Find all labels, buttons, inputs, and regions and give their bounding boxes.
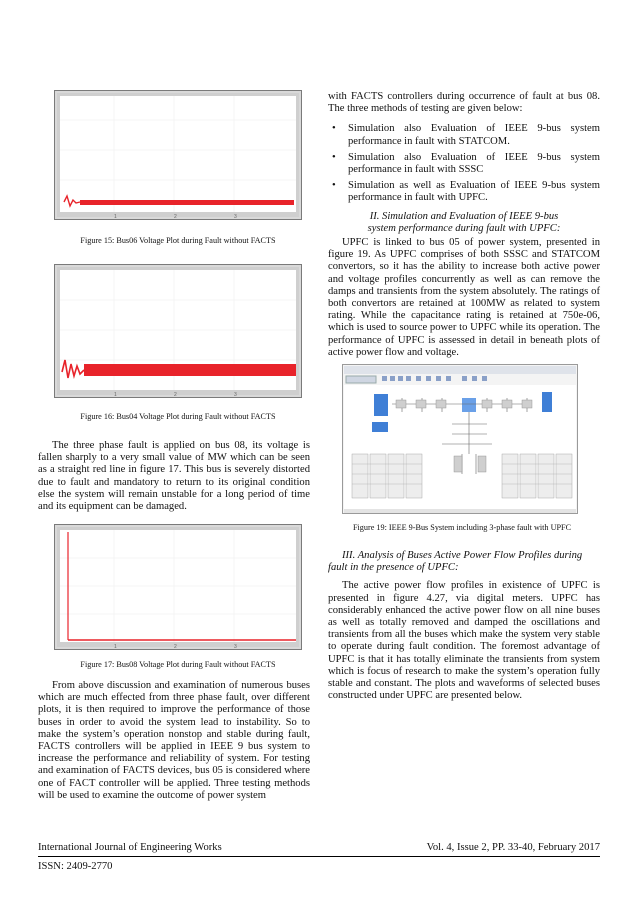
svg-text:1: 1 xyxy=(114,214,117,220)
figure-19 xyxy=(342,364,578,514)
list-item: • Simulation also Evaluation of IEEE 9-bus system performance in fault with STATCOM. xyxy=(332,123,600,147)
svg-text:3: 3 xyxy=(234,644,237,650)
figure-15 xyxy=(54,90,302,220)
figure-19-caption: Figure 19: IEEE 9-Bus System including 3-phase fault with UPFC xyxy=(352,523,572,532)
figure-17-caption: Figure 17: Bus08 Voltage Plot during Fault without FACTS xyxy=(80,660,276,669)
active-power-paragraph: The active power flow profiles in existence of UPFC is presented in figure 4.27, via digital meters. UPFC has considerably enhanced the active power flow on all nine buses as well as totally removed and damped the oscillations and transients from all the buses which make the system very stable to operate during fault condition. The foremost advantage of UPFC is that it has totally eliminate the transients from system which is focus of research to make the system’s operation fully stable and constant. The plots and waveforms of selected buses constructed under UPFC are presented below. xyxy=(328,580,600,702)
right-intro-paragraph: with FACTS controllers during occurrence of fault at bus 08. The three methods of testing are given below: xyxy=(328,91,600,115)
testing-methods-list xyxy=(328,123,600,204)
bus04-voltage-plot xyxy=(54,264,302,398)
svg-text:1: 1 xyxy=(114,644,117,650)
figure-15-caption: Figure 15: Bus06 Voltage Plot during Fault without FACTS xyxy=(80,236,276,245)
upfc-paragraph: UPFC is linked to bus 05 of power system, presented in figure 19. As UPFC comprises of both SSSC and STATCOM convertors, so it has the ability to increase both active power and voltage profiles concurrently as well as can remove the damps and transients from the system absolutely. The ratings of both convertors are retained at 100MW as related to system rating. While the capacitance rating is retained at 750e-06, which is used to source power to UPFC while its operation. The performance of UPFC is assessed in detail in beneath plots of active power flow and voltage. xyxy=(328,237,600,358)
figure-16-caption: Figure 16: Bus04 Voltage Plot during Fault without FACTS xyxy=(80,412,276,421)
section-heading-3: III. Analysis of Buses Active Power Flow Profiles during fault in the presence of UPFC: xyxy=(328,550,583,574)
svg-text:2: 2 xyxy=(174,644,177,650)
svg-text:1: 1 xyxy=(114,392,117,398)
figure-17 xyxy=(54,524,302,650)
footer-journal: International Journal of Engineering Works xyxy=(38,842,222,853)
section-heading-2: II. Simulation and Evaluation of IEEE 9-bus system performance during fault with UPFC: xyxy=(367,210,561,234)
footer-issn: ISSN: 2409-2770 xyxy=(38,861,113,872)
figure-16 xyxy=(54,264,302,398)
footer-rule xyxy=(38,856,600,857)
svg-text:3: 3 xyxy=(234,214,237,220)
left-paragraph-1: The three phase fault is applied on bus 08, its voltage is fallen sharply to a very small value of MW which can be seen as a straight red line in figure 17. This bus is severely distorted due to fault and mandatory to return to its original condition else the system will remain unstable for a long period of time and its equipment can be damaged. xyxy=(38,440,310,513)
list-item: • Simulation as well as Evaluation of IEEE 9-bus system performance in fault with UPFC. xyxy=(332,180,600,204)
left-paragraph-2: From above discussion and examination of numerous buses which are much effected from three phase fault, over different plots, it is then required to improve the performance of those buses in order to avoid the system lead to instability. So to make the system’s operation nonstop and stable during fault, FACTS controllers will be applied in IEEE 9 bus system to increase the performance and reliability of system. For testing and examination of FACTS devices, bus 05 is considered where one of FACT controller will be applied. Three testing methods will be used to examine the outcome of power system xyxy=(38,680,310,801)
ieee-9bus-simulink-diagram xyxy=(342,364,578,514)
list-item: • Simulation also Evaluation of IEEE 9-bus system performance in fault with SSSC xyxy=(332,151,600,176)
bus06-voltage-plot xyxy=(54,90,302,220)
bus08-voltage-plot xyxy=(54,524,302,650)
svg-text:2: 2 xyxy=(174,214,177,220)
svg-text:3: 3 xyxy=(234,392,237,398)
footer-volume: Vol. 4, Issue 2, PP. 33-40, February 2017 xyxy=(426,842,600,853)
svg-text:2: 2 xyxy=(174,392,177,398)
